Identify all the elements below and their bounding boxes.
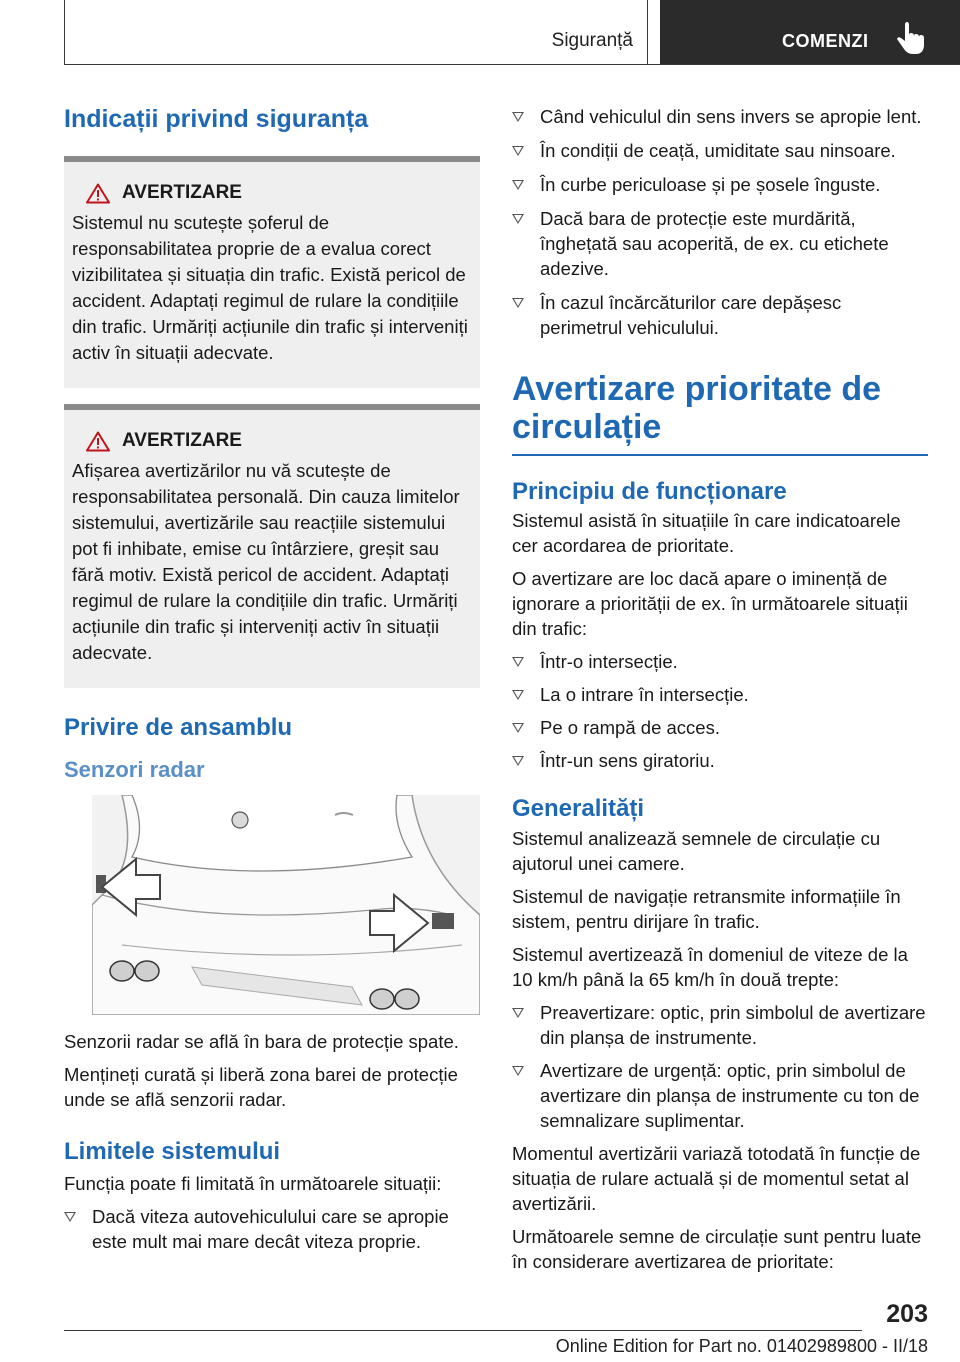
list-item: [64, 1204, 480, 1254]
triangle-bullet-icon: [512, 180, 524, 190]
list-item: [512, 748, 928, 773]
list-item-text: În condiții de ceață, umiditate sau ninsoare.: [540, 140, 896, 161]
warning-label: AVERTIZARE: [122, 182, 242, 203]
chapter-tab[interactable]: [660, 0, 960, 64]
list-item-text: Într-un sens giratoriu.: [540, 750, 715, 772]
limits-list-continued: [512, 104, 928, 340]
list-item: [512, 1000, 928, 1050]
warning-triangle-icon: [86, 183, 110, 204]
list-item-text: Avertizare de urgență: optic, prin simbolul de avertizare din planșa de instrumente cu ton de semnalizare suplimentar.: [540, 1060, 920, 1132]
list-item: [512, 1058, 928, 1133]
overview-heading: Privire de ansamblu: [64, 714, 293, 741]
general-heading: Generalități: [512, 795, 645, 823]
general-list: [512, 1000, 928, 1133]
warning-label: AVERTIZARE: [122, 430, 242, 451]
section-title: Indicații privind siguranța: [64, 105, 369, 133]
limits-intro: Funcția poate fi limitată în următoarele situații:: [64, 1172, 442, 1194]
warning-text: Sistemul nu scutește șoferul de responsabilitatea proprie de a evalua corect vizibilitatea și situația din trafic. Există pericol de accident. Adaptați regimul de rulare la condițiile din trafic. Urmăriți acțiunile din trafic și interveniți activ în situații adecvate.: [72, 212, 468, 363]
triangle-bullet-icon: [512, 146, 524, 156]
car-rear-illustration: [92, 795, 480, 1015]
limits-list: [64, 1204, 480, 1254]
general-paragraph: Sistemul avertizează în domeniul de viteze de la 10 km/h până la 65 km/h în două trepte:: [512, 944, 908, 991]
warning-heading: [86, 182, 472, 204]
left-column: [64, 104, 480, 1254]
warning-text: Afișarea avertizărilor nu vă scutește de responsabilitatea personală. Din cauza limitelor sistemului, avertizările sau reacțiile sistemului pot fi inhibate, emise cu întârziere, greșit sau fără motiv. Există pericol de accident. Adaptați regimul de rulare la condițiile din trafic. Urmăriți acțiunile din trafic și interveniți activ în situații adecvate.: [72, 460, 460, 663]
list-item: [512, 715, 928, 740]
list-item-text: Dacă viteza autovehiculului care se apropie este mult mai mare decât viteza proprie.: [92, 1205, 449, 1252]
triangle-bullet-icon: [512, 756, 524, 766]
list-item-text: Dacă bara de protecție este murdărită, înghețată sau acoperită, de ex. cu etichete adezive.: [540, 208, 889, 279]
list-item: [512, 649, 928, 674]
radar-paragraph: Senzorii radar se află în bara de protecție spate.: [64, 1031, 459, 1053]
hand-pointer-icon: [896, 22, 926, 56]
principle-heading: Principiu de funcționare: [512, 477, 787, 505]
list-item: [512, 206, 928, 281]
general-paragraph: Sistemul de navigație retransmite informațiile în sistem, pentru dirijare în trafic.: [512, 886, 901, 933]
principle-paragraph: O avertizare are loc dacă apare o iminență de ignorare a priorității de ex. în următoarele situații din trafic:: [512, 568, 908, 640]
list-item-text: La o intrare în intersecție.: [540, 684, 749, 706]
general-paragraph: Momentul avertizării variază totodată în funcție de situația de rulare actuală și de momentul setat al avertizării.: [512, 1143, 921, 1215]
list-item: [512, 290, 928, 340]
principle-paragraph: Sistemul asistă în situațiile în care indicatoarele cer acordarea de prioritate.: [512, 510, 901, 557]
warning-triangle-icon: [86, 431, 110, 452]
limits-heading: Limitele sistemului: [64, 1138, 281, 1166]
triangle-bullet-icon: [512, 112, 524, 122]
footer-rule: [64, 1330, 862, 1331]
chapter-tab-label: COMENZI: [782, 31, 869, 51]
list-item: [512, 104, 928, 129]
edition-note: Online Edition for Part no. 01402989800 - II/18: [555, 1336, 928, 1356]
triangle-bullet-icon: [512, 657, 524, 667]
list-item: [512, 172, 928, 197]
triangle-bullet-icon: [512, 1008, 524, 1018]
page-number: 203: [886, 1300, 928, 1328]
list-item-text: Când vehiculul din sens invers se apropie lent.: [540, 106, 922, 127]
list-item-text: Într-o intersecție.: [540, 651, 678, 673]
triangle-bullet-icon: [64, 1212, 76, 1222]
list-item: [512, 138, 928, 163]
right-column: [512, 104, 928, 1274]
triangle-bullet-icon: [512, 690, 524, 700]
radar-heading: Senzori radar: [64, 756, 205, 782]
principle-list: [512, 649, 928, 773]
list-item-text: Pe o rampă de acces.: [540, 717, 720, 739]
heading-rule: [512, 454, 928, 456]
triangle-bullet-icon: [512, 723, 524, 733]
section-tab[interactable]: [64, 0, 648, 64]
general-paragraph: Sistemul analizează semnele de circulație cu ajutorul unei camere.: [512, 828, 881, 875]
warning-box: [64, 404, 480, 688]
triangle-bullet-icon: [512, 1066, 524, 1076]
list-item-text: În cazul încărcăturilor care depășesc perimetrul vehiculului.: [540, 292, 842, 338]
list-item-text: Preavertizare: optic, prin simbolul de avertizare din planșa de instrumente.: [540, 1002, 926, 1049]
general-paragraph: Următoarele semne de circulație sunt pentru luate în considerare avertizarea de prioritate:: [512, 1226, 922, 1273]
car-rear-drawing: [92, 795, 480, 1015]
warning-box: [64, 156, 480, 388]
list-item: [512, 682, 928, 707]
list-item-text: În curbe periculoase și pe șosele înguste.: [540, 174, 881, 195]
warning-heading: [86, 430, 472, 452]
header-rule: [64, 64, 960, 65]
radar-paragraph: Mențineți curată și liberă zona barei de protecție unde se află senzorii radar.: [64, 1064, 458, 1111]
chapter-heading: Avertizare prioritate de circulație: [512, 370, 882, 447]
triangle-bullet-icon: [512, 298, 524, 308]
section-tab-label: Siguranță: [551, 30, 633, 51]
triangle-bullet-icon: [512, 214, 524, 224]
